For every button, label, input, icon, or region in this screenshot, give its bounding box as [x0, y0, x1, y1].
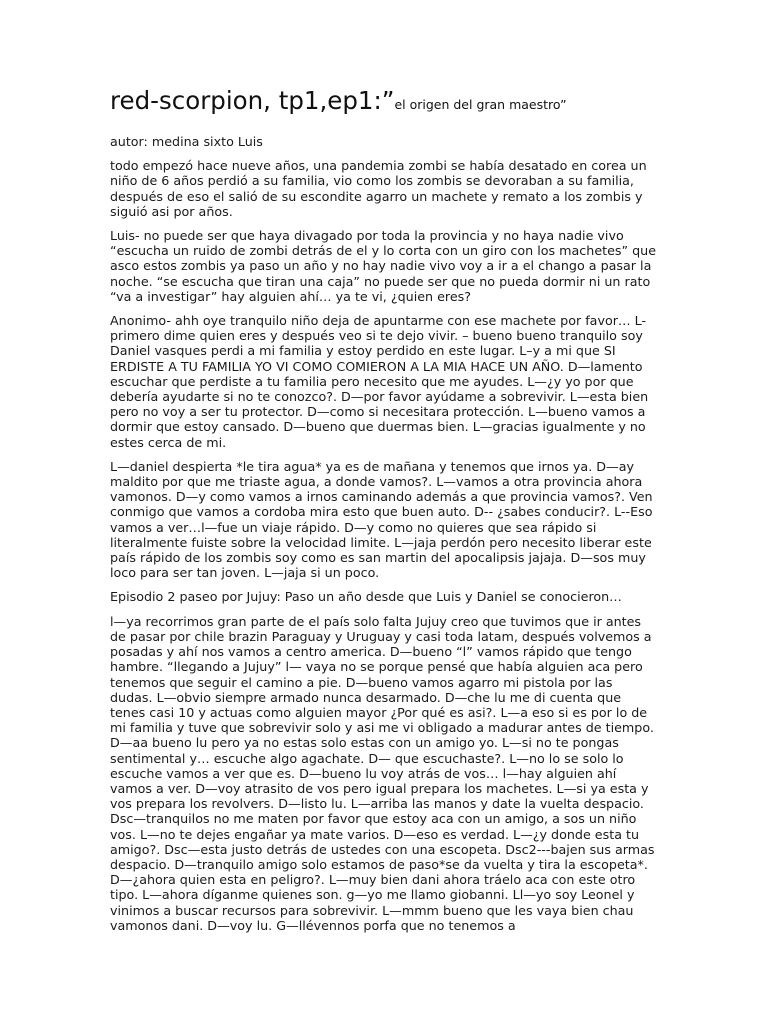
- paragraph-intro: todo empezó hace nueve años, una pandemia zombi se había desatado en corea un niño de 6 años perdió a su familia, vio como los zombis se devoraban a su familia, después de eso el salió de su escondite agarro un machete y remato a los zombis y siguió asi por años.: [110, 158, 647, 219]
- paragraph-anonimo: Anonimo- ahh oye tranquilo niño deja de apuntarme con ese machete por favor… L-primero dime quien eres y después veo si te dejo vivir. – bueno bueno tranquilo soy Daniel vasques perdi a mi familia y estoy perdido en este lugar. L–y a mi que SI ERDISTE A TU FAMILIA YO VI COMO COMIERON A LA MIA HACE UN AÑO. D—lamento escuchar que perdiste a tu familia pero necesito que me ayudes. L—¿y yo por que debería ayudarte si no te conozco?. D—por favor ayúdame a sobrevivir. L—esta bien pero no voy a ser tu protector. D—como si necesitara protección. L—bueno vamos a dormir que estoy cansado. D—bueno que duermas bien. L—gracias igualmente y no estes cerca de mi.: [110, 313, 649, 450]
- title-main: red-scorpion, tp1,ep1:”: [110, 86, 395, 115]
- paragraph-morning: L—daniel despierta *le tira agua* ya es de mañana y tenemos que irnos ya. D—ay maldito por que me triaste agua, a donde vamos?. L—vamos a otra provincia ahora vamonos. D—y como vamos a irnos caminando además a que provincia vamos?. Ven conmigo que vamos a cordoba mira esto que buen auto. D-- ¿sabes conducir?. L--Eso vamos a ver…l—fue un viaje rápido. D—y como no quieres que sea rápido si literalmente fuiste sobre la velocidad limite. L—jaja perdón pero necesito liberar este país rápido de los zombis soy como es san martin del apocalipsis jajaja. D—sos muy loco para ser tan joven. L—jaja si un poco.: [110, 458, 653, 581]
- paragraph-luis: Luis- no puede ser que haya divagado por toda la provincia y no haya nadie vivo “escucha un ruido de zombi detrás de el y lo corta con un giro con los machetes” que asco estos zombis ya paso un año y no hay nadie vivo voy a ir a el chango a pasar la noche. “se escucha que tiran una caja” no puede ser que no pueda dormir ni un rato “va a investigar” hay alguien ahí… ya te vi, ¿quien eres?: [110, 228, 657, 304]
- episode-2-heading: Episodio 2 paseo por Jujuy: Paso un año desde que Luis y Daniel se conocieron…: [110, 589, 622, 605]
- document-page: [110, 84, 658, 942]
- author-line: autor: medina sixto Luis: [110, 134, 263, 149]
- document-title: [110, 84, 658, 122]
- paragraph-jujuy: l—ya recorrimos gran parte de el país solo falta Jujuy creo que tuvimos que ir antes de pasar por chile brazin Paraguay y Uruguay y casi toda latam, después volvemos a posadas y ahí nos vamos a centro america. D—bueno “l” vamos rápido que tengo hambre. “llegando a Jujuy” l— vaya no se porque pensé que había alguien aca pero tenemos que seguir el camino a pie. D—bueno vamos agarro mi pistola por las dudas. L—obvio siempre armado nunca desarmado. D—che lu me di cuenta que tenes casi 10 y actuas como alguien mayor ¿Por qué es asi?. L—a eso si es por lo de mi familia y tuve que sobrevivir solo y asi me vi obligado a madurar antes de tiempo. D—aa bueno lu pero ya no estas solo estas con un amigo yo. L—si no te pongas sentimental y… escuche algo agachate. D— que escuchaste?. L—no lo se solo lo escuche vamos a ver que es. D—bueno lu voy atrás de vos… l—hay alguien ahí vamos a ver. D—voy atrasito de vos pero igual prepara los machetes. L—si ya esta y vos prepara los revolvers. D—listo lu. L—arriba las manos y date la vuelta despacio. Dsc—tranquilos no me maten por favor que estoy aca con un amigo, a sos un niño vos. L—no te dejes engañar ya mate varios. D—eso es verdad. L—¿y donde esta tu amigo?. Dsc—esta justo detrás de ustedes con una escopeta. Dsc2---bajen sus armas despacio. D—tranquilo amigo solo estamos de paso*se da vuelta y tira la escopeta*. D—¿ahora quien esta en peligro?. L—muy bien dani ahora tráelo aca con este otro tipo. L—ahora díganme quienes son. g—yo me llamo giobanni. Ll—yo soy Leonel y vinimos a buscar recursos para sobrevivir. L—mmm bueno que les vaya bien chau vamonos dani. D—voy lu. G—llévennos porfa que no tenemos a: [110, 613, 655, 933]
- title-subtitle: el origen del gran maestro”: [394, 97, 567, 112]
